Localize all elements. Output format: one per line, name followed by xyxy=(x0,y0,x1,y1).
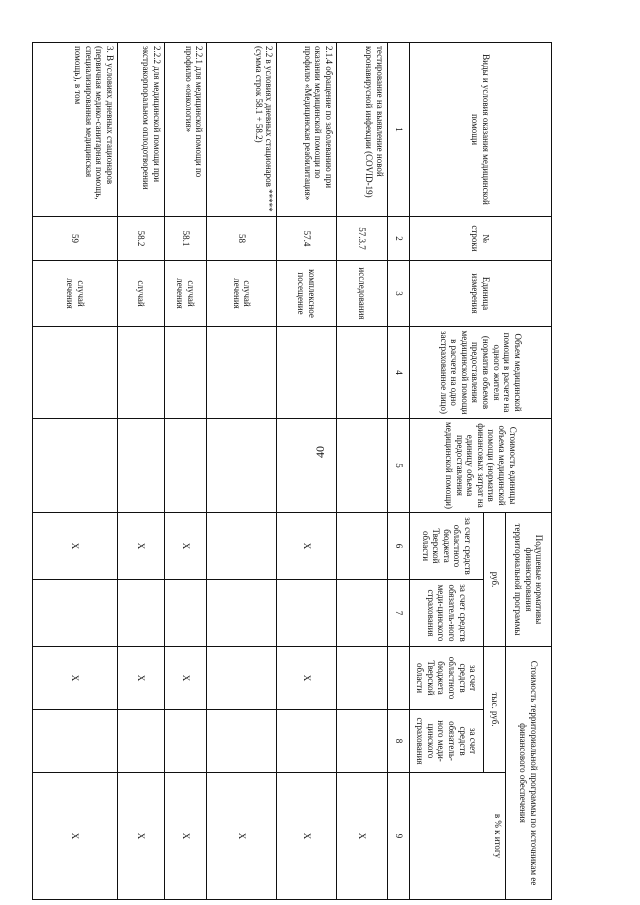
row-unit: комплексное посещение xyxy=(277,261,336,327)
table-row xyxy=(164,43,206,900)
header-insurance: за счет средств обязатель-ного меди-цинского страхования xyxy=(410,710,484,773)
row-line-number: 59 xyxy=(33,217,118,261)
cell xyxy=(207,647,277,710)
cell xyxy=(33,419,118,513)
header-care-types: Виды и условия оказания медицинской помощи xyxy=(410,43,552,217)
header-regional-budget: за счет средств областного бюджета Тверской области xyxy=(410,513,484,580)
column-number: 7 xyxy=(387,580,409,647)
header-program-cost: Стоимость территориальной программы по источникам ее финансового обеспечения xyxy=(506,647,552,900)
row-unit: исследования xyxy=(336,261,387,327)
column-number: 6 xyxy=(387,513,409,580)
cell: X xyxy=(33,647,118,710)
cell xyxy=(118,327,165,419)
column-number: 5 xyxy=(387,419,409,513)
cell: X xyxy=(277,513,336,580)
cell xyxy=(164,419,206,513)
row-label: 2.2.2 для медицинской помощи при экстракорпоральном оплодотворении xyxy=(118,43,165,217)
header-insurance: за счет средств обязатель-ного меди-цинского страхования xyxy=(410,580,484,647)
header-line-number: № строки xyxy=(410,217,552,261)
row-line-number: 57.3.7 xyxy=(336,217,387,261)
column-number-row xyxy=(387,43,409,900)
cell xyxy=(207,327,277,419)
row-unit: случай лечения xyxy=(207,261,277,327)
cell: X xyxy=(164,773,206,900)
table-row xyxy=(33,43,118,900)
row-label: 2.1.4 обращение по заболеванию при оказании медицинской помощи по профилю «Медицинская реабилитация» xyxy=(277,43,336,217)
header-unit-rub: руб. xyxy=(484,513,506,647)
cell xyxy=(164,327,206,419)
header-unit: Единица измерения xyxy=(410,261,552,327)
cell xyxy=(207,419,277,513)
cell: X xyxy=(164,647,206,710)
cell xyxy=(277,327,336,419)
column-number: 3 xyxy=(387,261,409,327)
cell: X xyxy=(118,513,165,580)
column-number: 1 xyxy=(387,43,409,217)
row-line-number: 58.1 xyxy=(164,217,206,261)
cell: X xyxy=(33,513,118,580)
table-row xyxy=(207,43,277,900)
cell xyxy=(336,580,387,647)
column-number: 4 xyxy=(387,327,409,419)
table-row xyxy=(118,43,165,900)
row-line-number: 58.2 xyxy=(118,217,165,261)
cell: X xyxy=(207,773,277,900)
header-unit-cost: Стоимость единицы объема медицинской помощи (норматив финансовых затрат на единицу объема предоставления медицинской помощи) xyxy=(410,419,552,513)
cell xyxy=(277,710,336,773)
cell xyxy=(164,710,206,773)
row-label: 3. В условиях дневных стационаров (первичная медико-санитарная помощь, специализированная медицинская помощь), в том xyxy=(33,43,118,217)
row-label xyxy=(207,43,277,217)
cell xyxy=(33,327,118,419)
column-number: 9 xyxy=(387,773,409,900)
cell xyxy=(336,513,387,580)
column-number xyxy=(387,647,409,710)
cell: X xyxy=(277,647,336,710)
cell xyxy=(336,710,387,773)
row-label: тестирование на выявление новой коронавирусной инфекции (COVID-19) xyxy=(336,43,387,217)
header-per-capita-normatives: Подушевые нормативы финансирования территориальной программы xyxy=(506,513,552,647)
row-unit: случай xyxy=(118,261,165,327)
cell xyxy=(336,327,387,419)
page-number: 40 xyxy=(312,446,327,458)
row-unit: случай лечения xyxy=(33,261,118,327)
header-volume: Объем медицинской помощи в расчете на одного жителя (норматив объемов предоставления медицинской помощи в расчете на одно застрахованное лицо) xyxy=(410,327,552,419)
cell: X xyxy=(164,513,206,580)
cell xyxy=(164,580,206,647)
cell xyxy=(207,513,277,580)
cell: X xyxy=(277,773,336,900)
table-row xyxy=(336,43,387,900)
column-number: 8 xyxy=(387,710,409,773)
row-label: 2.2.1 для медицинской помощи по профилю «онкология» xyxy=(164,43,206,217)
cell xyxy=(336,419,387,513)
cell xyxy=(277,580,336,647)
header-percent-total: в % к итогу xyxy=(410,773,506,900)
column-number: 2 xyxy=(387,217,409,261)
cell xyxy=(207,580,277,647)
header-regional-budget: за счет средств областного бюджета Тверской области xyxy=(410,647,484,710)
row-line-number: 58 xyxy=(207,217,277,261)
cell xyxy=(336,647,387,710)
cell xyxy=(33,580,118,647)
cell: X xyxy=(336,773,387,900)
cell xyxy=(207,710,277,773)
cell: X xyxy=(118,647,165,710)
financing-table xyxy=(32,42,552,900)
cell: X xyxy=(33,773,118,900)
table-row xyxy=(277,43,336,900)
cell: X xyxy=(118,773,165,900)
cell xyxy=(118,710,165,773)
row-line-number: 57.4 xyxy=(277,217,336,261)
row-unit: случай лечения xyxy=(164,261,206,327)
row-label-line: 2.2 в условиях дневных стационаров ***** (сумма строк 58.1 + 58.2) xyxy=(253,46,275,212)
header-unit-thousand-rub: тыс. руб. xyxy=(484,647,506,773)
cell xyxy=(33,710,118,773)
cell xyxy=(277,419,336,513)
cell xyxy=(118,580,165,647)
cell xyxy=(118,419,165,513)
